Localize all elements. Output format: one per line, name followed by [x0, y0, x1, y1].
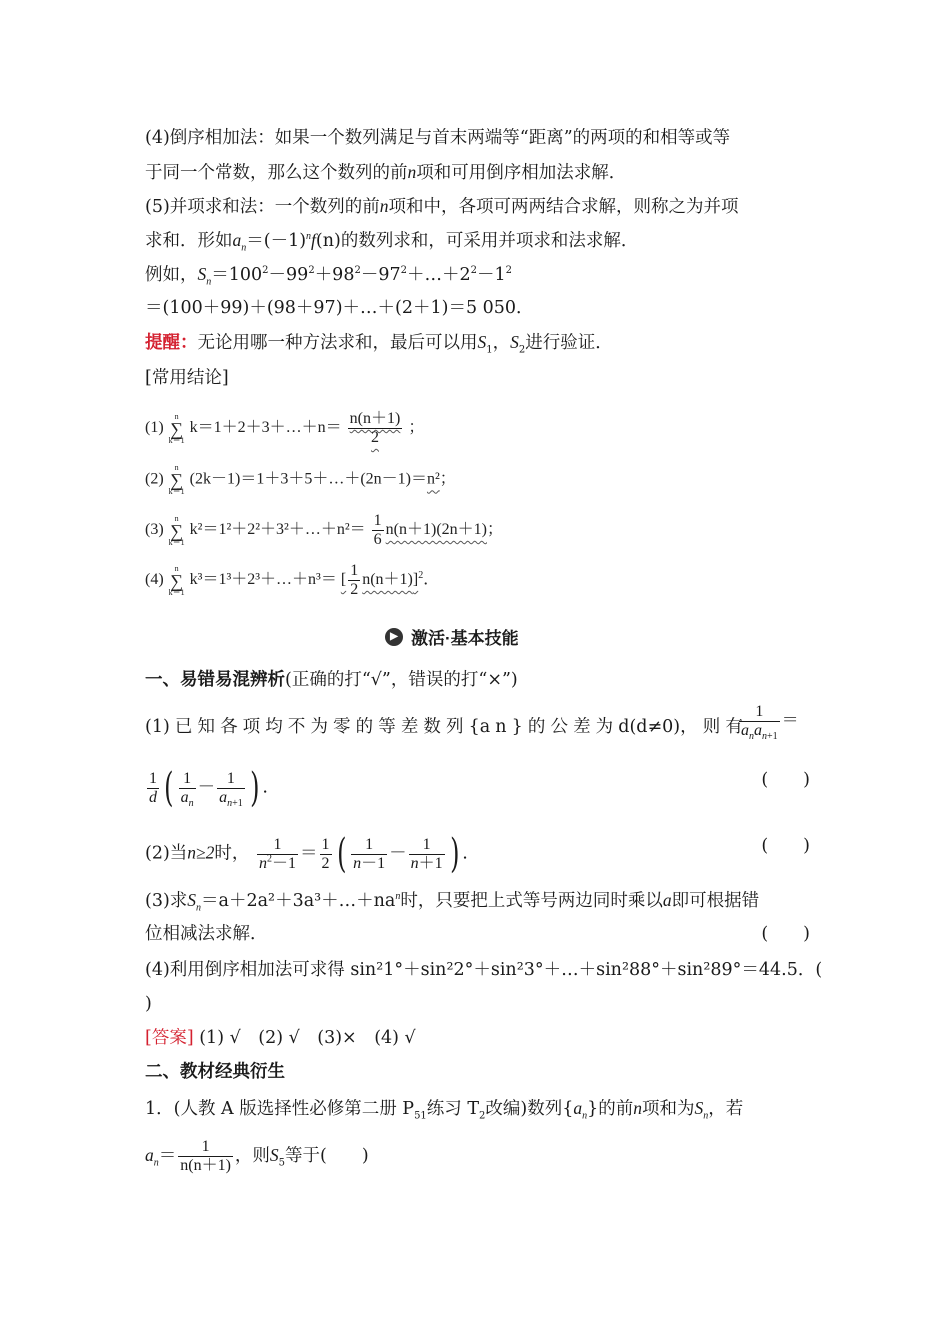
q1-word: d(d≠0)，	[618, 717, 698, 737]
q1-word: 知	[197, 717, 215, 737]
q1-word: 列	[446, 717, 464, 737]
formula-4-answer: [ $\frac{1}{2}$ n(n＋1)]	[340, 562, 419, 598]
q2-answer-blank[interactable]: ( )	[761, 836, 810, 856]
q1-word: 公	[550, 717, 568, 737]
para4-line1: (4)倒序相加法：如果一个数列满足与首末两端等“距离”的两项的和相等或等	[145, 128, 731, 148]
sigma-symbol: n ∑ k＝1	[168, 513, 185, 547]
q1-word: n	[495, 717, 507, 737]
q1-word: 均	[265, 717, 283, 737]
q1-fraction: $\frac{1}{a_na_{n+1}}$ ＝	[741, 703, 799, 743]
q1-word: {a	[468, 717, 491, 737]
sigma-symbol: n ∑ k＝1	[168, 411, 185, 445]
para5-line1: (5)并项求和法：一个数列的前n项和中，各项可两两结合求解，则称之为并项	[145, 196, 739, 217]
conclusions-title: [常用结论]	[145, 368, 229, 388]
q1-answer-blank[interactable]: ( )	[761, 770, 810, 790]
q3-answer-blank[interactable]: ( )	[761, 924, 810, 944]
part2-q1-line1: 1．(人教 A 版选择性必修第二册 $P_{51}$练习 $T_2$改编)数列$\{a_n\}$的前n项和为$S_n$，若	[145, 1098, 744, 1122]
q1-word: 则	[702, 717, 721, 737]
part2-heading: 二、教材经典衍生	[145, 1062, 285, 1082]
q1-word: 差	[573, 717, 591, 737]
sigma-symbol: n ∑ k＝1	[168, 463, 185, 496]
q4-line1: (4)利用倒序相加法可求得 sin²1°＋sin²2°＋sin²3°＋…＋sin²88°＋sin²89°＝44.5．(	[145, 960, 823, 980]
example-line2: ＝(100＋99)＋(98＋97)＋…＋(2＋1)＝5 050．	[145, 298, 534, 318]
q1-word: 等	[378, 717, 396, 737]
example-line1: 例如，$S_n=100^2-99^2+98^2-97^2+\dots+2^2-1^2$	[145, 264, 513, 288]
q1-line2: $\frac{1}{d}$ ( $\frac{1}{a_n}$ － $\frac{1}{a_{n+1}}$ ) . ( )	[149, 765, 810, 811]
q3-line2: 位相减法求解． ( )	[145, 924, 810, 944]
para4-line2: 于同一个常数，那么这个数列的前n项和可用倒序相加法求解．	[145, 162, 627, 183]
formula-2-answer: n²	[426, 470, 440, 488]
para5-line2: 求和．形如$a_n=(-1)^nf(n)$的数列求和，可采用并项求和法求解．	[145, 230, 639, 254]
q1-word: 项	[242, 717, 261, 737]
section-heading: ▶ 激活·基本技能	[385, 624, 519, 649]
q1-word: 为	[310, 717, 328, 737]
q1-word: 的	[527, 717, 546, 737]
q3-line1: (3)求$S_n=a+2a^2+3a^3+\dots+na^n$时，只要把上式等号两边同时乘以a即可根据错	[145, 890, 760, 914]
q1-word: 数	[423, 717, 441, 737]
formula-1-answer: $\frac{n(n+1)}{2}$	[349, 410, 401, 446]
tip-label: 提醒：	[145, 333, 198, 353]
answer-label: [答案]	[145, 1028, 194, 1048]
q1-word: }	[511, 717, 523, 737]
part2-q1-line2: $a_n=$ $\frac{1}{n(n+1)}$ ，则$S_5$等于( )	[145, 1138, 369, 1174]
q1-word: 零	[333, 717, 351, 737]
answer-line: [答案] (1) √ (2) √ (3)× (4) √	[145, 1028, 416, 1048]
q4-line2: )	[145, 994, 152, 1014]
q1-word: 各	[220, 717, 238, 737]
formula-3: (3) n ∑ k＝1 k²＝1²＋2²＋3²＋…＋n²＝ $\frac{1}{6}$ n(n＋1)(2n＋1)；	[145, 512, 503, 548]
formula-1: (1) n ∑ k＝1 k＝1＋2＋3＋…＋n＝ $\frac{n(n+1)}{2}$ ；	[145, 410, 425, 446]
q1-word: 有	[725, 717, 743, 737]
formula-2: (2) n ∑ k＝1 (2k－1)＝1＋3＋5＋…＋(2n－1)＝n²；	[145, 463, 456, 496]
q1-word: 已	[174, 717, 193, 737]
sigma-symbol: n ∑ k＝1	[168, 563, 185, 597]
q2-line: (2)当n≥2时， $\frac{1}{n^2-1}$ ＝ $\frac{1}{2}$ ( $\frac{1}{n-1}$ － $\frac{1}{n+1}$ ) . ( )	[145, 831, 810, 877]
q1-line1	[145, 715, 743, 739]
tip-line: 提醒：无论用哪一种方法求和，最后可以用$S_1$，$S_2$进行验证．	[145, 332, 613, 356]
play-icon: ▶	[385, 628, 403, 646]
q1-word: 为	[595, 717, 614, 737]
q1-word: 差	[400, 717, 419, 737]
q1-word: (1)	[145, 717, 170, 737]
q1-word: 的	[355, 717, 374, 737]
formula-4: (4) n ∑ k＝1 k³＝1³＋2³＋…＋n³＝ [ $\frac{1}{2}$ n(n＋1)]$^2$．	[145, 562, 440, 598]
q1-word: 不	[287, 717, 306, 737]
formula-3-answer: $\frac{1}{6}$ n(n＋1)(2n＋1)	[373, 512, 487, 548]
part1-heading: 一、易错易混辨析(正确的打“√”，错误的打“×”)	[145, 670, 518, 690]
